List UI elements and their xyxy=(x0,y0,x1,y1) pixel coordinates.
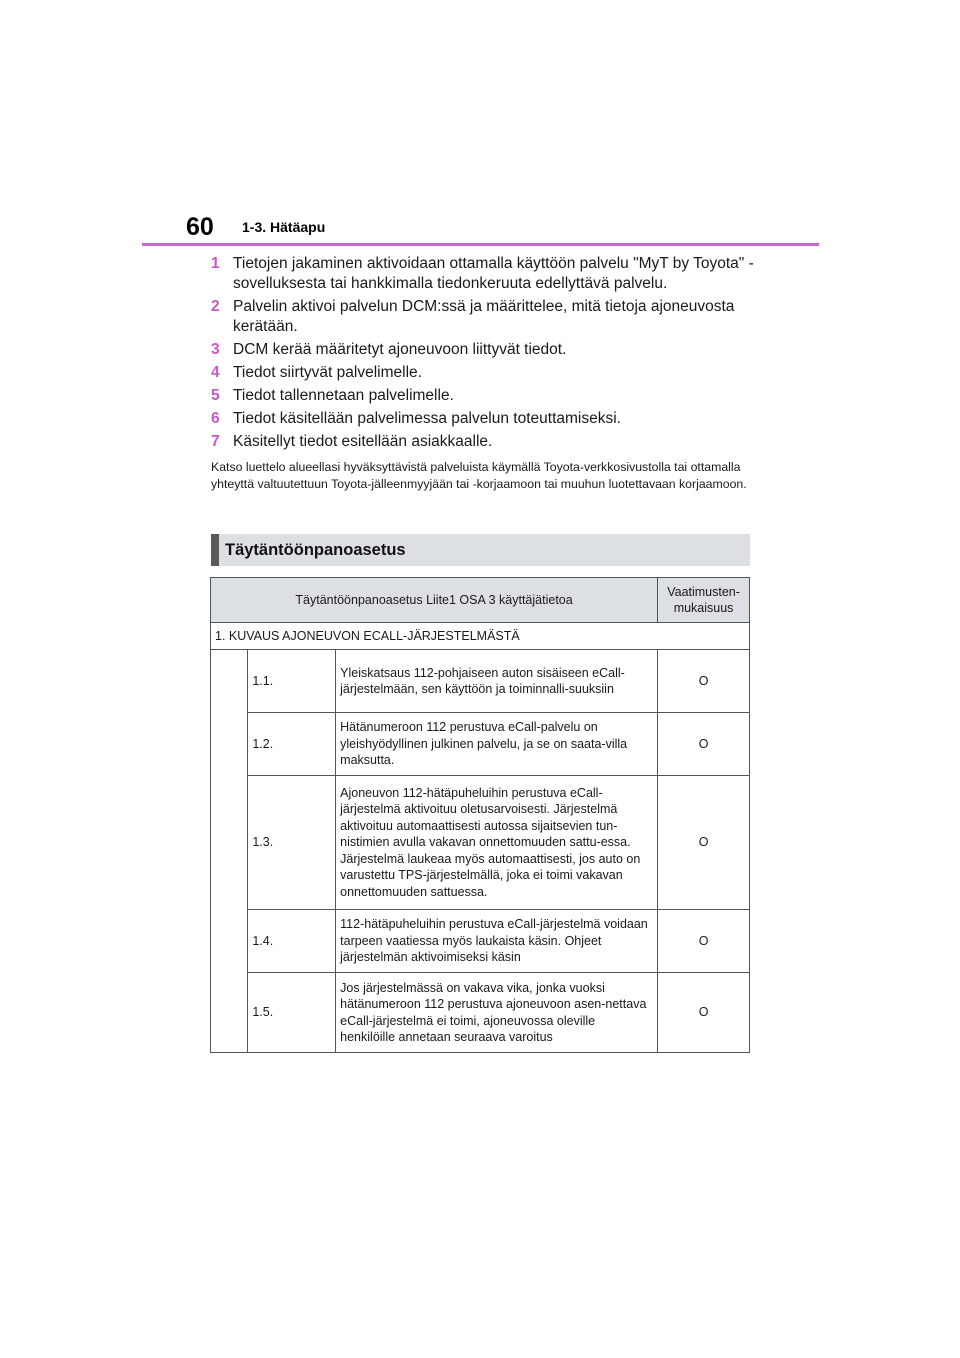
steps-list xyxy=(211,254,756,455)
step-number: 4 xyxy=(211,364,220,381)
section-title: 1-3. Hätäapu xyxy=(242,219,326,235)
step-item xyxy=(211,386,756,406)
step-text: Tietojen jakaminen aktivoidaan ottamalla käyttöön palvelu "MyT by Toyota" -sovelluksesta tai hankkimalla tiedonkeruuta edellyttävä palvelu. xyxy=(233,255,754,292)
step-item xyxy=(211,297,756,337)
row-number-cell: 1.4. xyxy=(248,910,336,973)
step-number: 2 xyxy=(211,298,220,315)
section-label-cell: 1. KUVAUS AJONEUVON ECALL-JÄRJESTELMÄSTÄ xyxy=(211,623,750,650)
regulation-table xyxy=(210,577,750,1053)
step-text: Tiedot käsitellään palvelimessa palvelun toteuttamiseksi. xyxy=(233,410,621,427)
step-item xyxy=(211,363,756,383)
row-description-cell: Hätänumeroon 112 perustuva eCall-palvelu on yleishyödyllinen julkinen palvelu, ja se on saata-villa maksutta. xyxy=(336,713,658,776)
step-item xyxy=(211,432,756,452)
row-number-cell: 1.5. xyxy=(248,973,336,1053)
step-text: Käsitellyt tiedot esitellään asiakkaalle. xyxy=(233,433,493,450)
row-description-cell: Yleiskatsaus 112-pohjaiseen auton sisäiseen eCall-järjestelmään, sen käyttöön ja toiminnalli-suuksiin xyxy=(336,650,658,713)
row-compliance-cell: O xyxy=(658,776,750,910)
row-compliance-cell: O xyxy=(658,973,750,1053)
box-heading xyxy=(211,534,750,566)
step-text: Palvelin aktivoi palvelun DCM:ssä ja määrittelee, mitä tietoja ajoneuvosta kerätään. xyxy=(233,298,735,335)
step-number: 7 xyxy=(211,433,220,450)
header-rule xyxy=(142,243,819,246)
step-number: 6 xyxy=(211,410,220,427)
row-compliance-cell: O xyxy=(658,650,750,713)
table-row xyxy=(211,776,750,910)
step-number: 5 xyxy=(211,387,220,404)
table-header-row xyxy=(211,578,750,623)
page-number: 60 xyxy=(186,213,214,241)
step-item xyxy=(211,254,756,294)
note-paragraph: Katso luettelo alueellasi hyväksyttävistä palveluista käymällä Toyota-verkkosivustolla tai ottamalla yhteyttä valtuutettuun Toyota-jälleenmyyjään tai -korjaamoon tai muuhun luotettavaan korjaamoon. xyxy=(211,460,747,491)
row-description-cell: 112-hätäpuheluihin perustuva eCall-järjestelmä voidaan tarpeen vaatiessa myös laukaista käsin. Ohjeet järjestelmän aktivoimiseksi käsin xyxy=(336,910,658,973)
step-item xyxy=(211,409,756,429)
row-number-cell: 1.2. xyxy=(248,713,336,776)
row-number-cell: 1.3. xyxy=(248,776,336,910)
step-text: Tiedot tallennetaan palvelimelle. xyxy=(233,387,454,404)
row-description-cell: Ajoneuvon 112-hätäpuheluihin perustuva eCall-järjestelmä aktivoituu oletusarvoisesti. Järjestelmä aktivoituu automaattisesti autossa sijaitsevien tun-nistimien avulla vakavan onnettomuuden sattu-essa. Järjestelmä laukeaa myös automaattisesti, jos auto on varustettu TPS-järjestelmällä, joka ei toimi vakavan onnettomuuden sattuessa. xyxy=(336,776,658,910)
table-row xyxy=(211,650,750,713)
table-section-row xyxy=(211,623,750,650)
box-heading-title: Täytäntöönpanoasetus xyxy=(225,540,406,559)
step-number: 1 xyxy=(211,255,220,272)
table-row xyxy=(211,713,750,776)
row-number-cell: 1.1. xyxy=(248,650,336,713)
heading-bar xyxy=(211,534,219,566)
table-row xyxy=(211,910,750,973)
header-main-cell: Täytäntöönpanoasetus Liite1 OSA 3 käyttäjätietoa xyxy=(211,578,658,623)
step-text: Tiedot siirtyvät palvelimelle. xyxy=(233,364,422,381)
empty-indent-cell xyxy=(211,650,248,1053)
step-text: DCM kerää määritetyt ajoneuvoon liittyvät tiedot. xyxy=(233,341,567,358)
row-compliance-cell: O xyxy=(658,713,750,776)
step-number: 3 xyxy=(211,341,220,358)
row-description-cell: Jos järjestelmässä on vakava vika, jonka vuoksi hätänumeroon 112 perustuva ajoneuvoon asen-nettava eCall-järjestelmä ei toimi, ajoneuvossa oleville henkilöille annetaan seuraava varoitus xyxy=(336,973,658,1053)
row-compliance-cell: O xyxy=(658,910,750,973)
table-row xyxy=(211,973,750,1053)
header-compliance-cell: Vaatimusten-mukaisuus xyxy=(658,578,750,623)
step-item xyxy=(211,340,756,360)
